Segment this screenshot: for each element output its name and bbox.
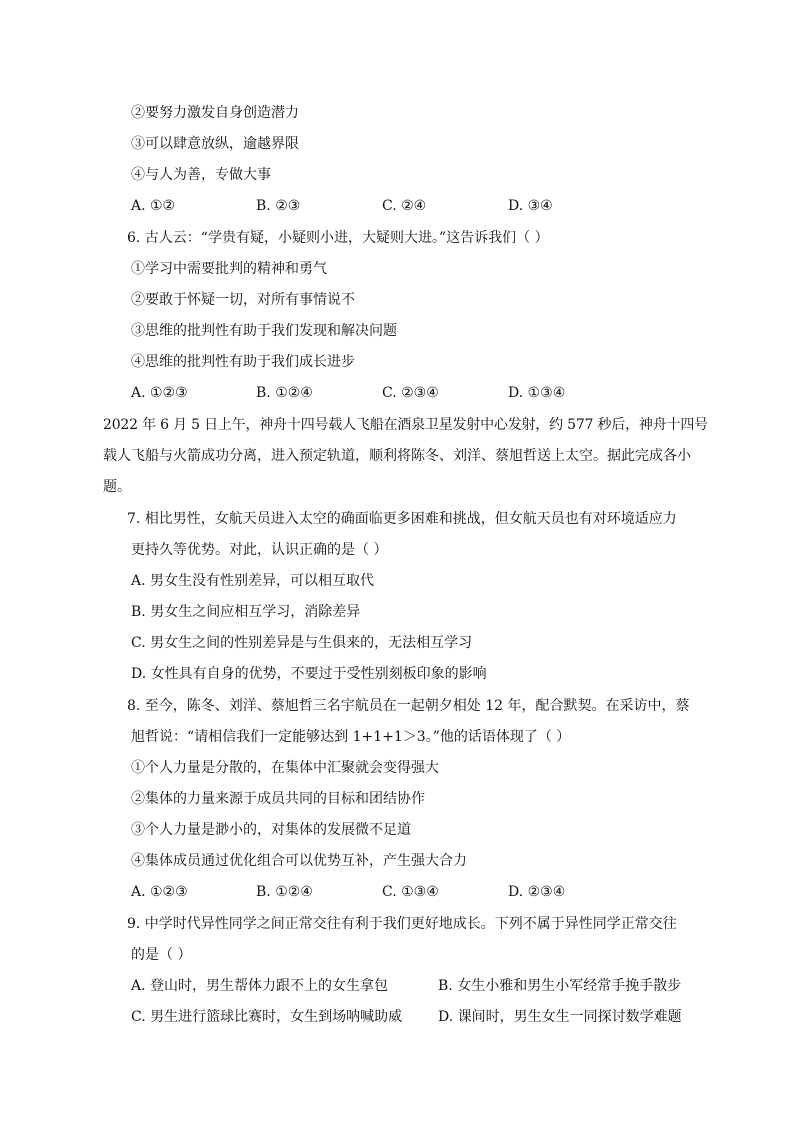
q6-option-c: C. ②③④: [382, 385, 439, 401]
q5-option-d: D. ③④: [508, 198, 553, 214]
q8-option-d: D. ②③④: [508, 884, 566, 900]
q8-stem-line-2: 旭哲说：“请相信我们一定能够达到 1+1+1＞3。”他的话语体现了（ ）: [131, 729, 571, 745]
material-line-2: 载人飞船与火箭成功分离，进入预定轨道，顺利将陈冬、刘洋、蔡旭哲送上太空。据此完成各小: [103, 448, 691, 464]
q8-item-2: ②集体的力量来源于成员共同的目标和团结协作: [131, 791, 425, 807]
q8-option-c: C. ①③④: [382, 884, 439, 900]
q8-option-a: A. ①②③: [131, 884, 188, 900]
q6-item-4: ④思维的批判性有助于我们成长进步: [131, 354, 355, 370]
q6-option-d: D. ①③④: [508, 385, 566, 401]
q5-item-4: ④与人为善，专做大事: [131, 167, 271, 183]
q8-item-4: ④集体成员通过优化组合可以优势互补，产生强大合力: [131, 853, 467, 869]
q6-stem: 6. 古人云：“学贵有疑，小疑则小进，大疑则大进。”这告诉我们（ ）: [127, 230, 549, 246]
q9-option-b: B. 女生小雅和男生小军经常手挽手散步: [438, 978, 682, 994]
q8-option-b: B. ①②④: [256, 884, 313, 900]
q7-stem-line-2: 更持久等优势。对此，认识正确的是（ ）: [131, 542, 388, 558]
q7-option-b: B. 男女生之间应相互学习，消除差异: [131, 604, 361, 620]
q6-item-1: ①学习中需要批判的精神和勇气: [131, 261, 327, 277]
material-line-3: 题。: [103, 479, 131, 495]
q6-option-b: B. ①②④: [256, 385, 313, 401]
q9-option-c: C. 男生进行篮球比赛时，女生到场呐喊助威: [131, 1009, 403, 1025]
q9-stem-line-2: 的是（ ）: [131, 947, 192, 963]
q6-item-3: ③思维的批判性有助于我们发现和解决问题: [131, 323, 397, 339]
q9-stem-line-1: 9. 中学时代异性同学之间正常交往有利于我们更好地成长。下列不属于异性同学正常交往: [127, 916, 677, 932]
q9-option-a: A. 登山时，男生帮体力跟不上的女生拿包: [131, 978, 389, 994]
q8-item-1: ①个人力量是分散的，在集体中汇聚就会变得强大: [131, 760, 439, 776]
q5-item-2: ②要努力激发自身创造潜力: [131, 105, 299, 121]
q7-stem-line-1: 7. 相比男性，女航天员进入太空的确面临更多困难和挑战，但女航天员也有对环境适应力: [127, 511, 677, 527]
q5-option-b: B. ②③: [256, 198, 301, 214]
q8-item-3: ③个人力量是渺小的，对集体的发展微不足道: [131, 822, 411, 838]
q7-option-a: A. 男女生没有性别差异，可以相互取代: [131, 573, 375, 589]
q5-item-3: ③可以肆意放纵，逾越界限: [131, 136, 299, 152]
q6-item-2: ②要敢于怀疑一切，对所有事情说不: [131, 292, 355, 308]
q5-option-c: C. ②④: [382, 198, 427, 214]
material-line-1: 2022 年 6 月 5 日上午，神舟十四号载人飞船在酒泉卫星发射中心发射，约 577 秒后，神舟十四号: [103, 417, 708, 433]
q7-option-c: C. 男女生之间的性别差异是与生俱来的，无法相互学习: [131, 635, 473, 651]
q5-option-a: A. ①②: [131, 198, 176, 214]
q7-option-d: D. 女性具有自身的优势，不要过于受性别刻板印象的影响: [131, 666, 487, 682]
q6-option-a: A. ①②③: [131, 385, 188, 401]
q8-stem-line-1: 8. 至今，陈冬、刘洋、蔡旭哲三名宇航员在一起朝夕相处 12 年，配合默契。在采访中，蔡: [127, 698, 690, 714]
q9-option-d: D. 课间时，男生女生一同探讨数学难题: [438, 1009, 682, 1025]
